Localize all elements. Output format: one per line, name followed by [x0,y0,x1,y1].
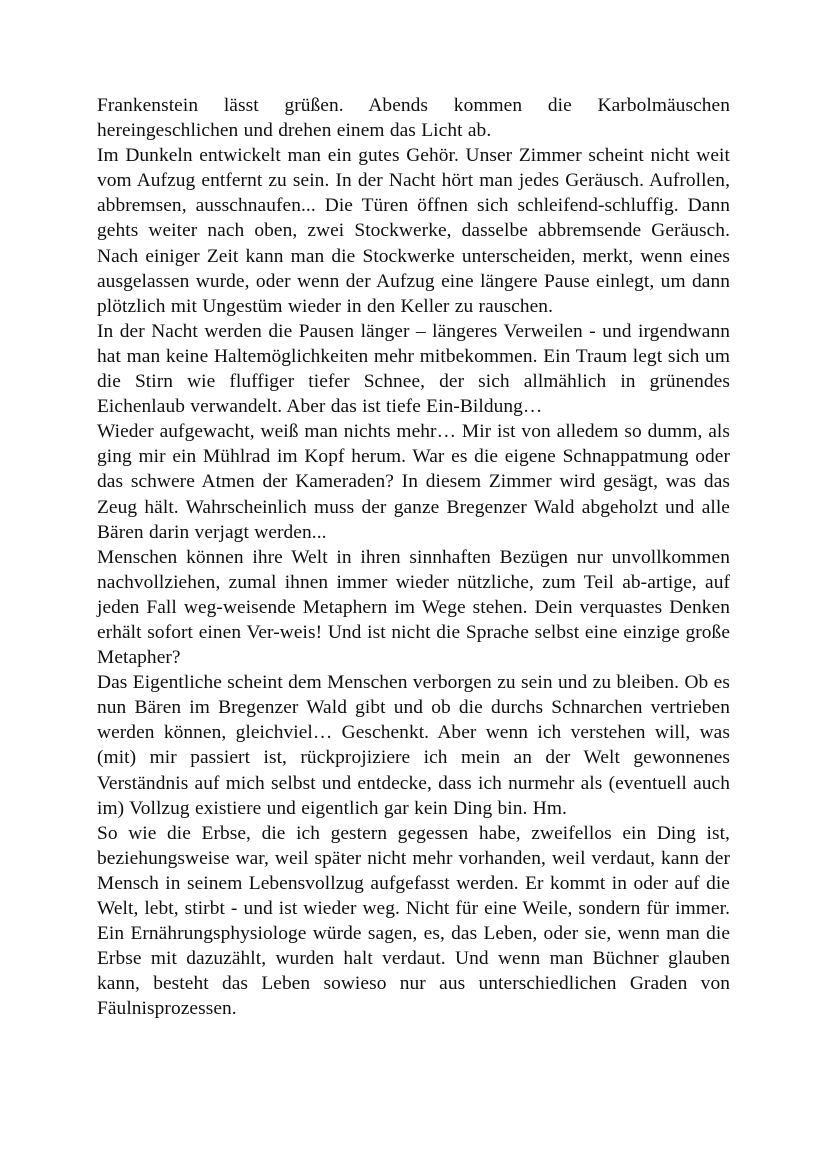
paragraph: In der Nacht werden die Pausen länger – längeres Verweilen - und irgendwann hat man keine Haltemöglichkeiten mehr mitbekommen. Ein Traum legt sich um die Stirn wie fluffiger tiefer Schnee, der sich allmählich in grünendes Eichenlaub verwandelt. Aber das ist tiefe Ein-Bildung… [97,320,730,418]
paragraph: Im Dunkeln entwickelt man ein gutes Gehör. Unser Zimmer scheint nicht weit vom Aufzug entfernt zu sein. In der Nacht hört man jedes Geräusch. Aufrollen, abbremsen, ausschnaufen... Die Türen öffnen sich schleifend-schluffig. Dann gehts weiter nach oben, zwei Stockwerke, dasselbe abbremsende Geräusch. Nach einiger Zeit kann man die Stockwerke unterscheiden, merkt, wenn eines ausgelassen wurde, oder wenn der Aufzug eine längere Pause einlegt, um dann plötzlich mit Ungestüm wieder in den Keller zu rauschen. [97,145,730,317]
paragraph: Wieder aufgewacht, weiß man nichts mehr… Mir ist von alledem so dumm, als ging mir ein Mühlrad im Kopf herum. War es die eigene Schnappatmung oder das schwere Atmen der Kameraden? In diesem Zimmer wird gesägt, was das Zeug hält. Wahrscheinlich muss der ganze Bregenzer Wald abgeholzt und alle Bären darin verjagt werden... [97,421,730,543]
paragraph: So wie die Erbse, die ich gestern gegessen habe, zweifellos ein Ding ist, beziehungsweise war, weil später nicht mehr vorhanden, weil verdaut, kann der Mensch in seinem Lebensvollzug aufgefasst werden. Er kommt in oder auf die Welt, lebt, stirbt - und ist wieder weg. Nicht für eine Weile, sondern für immer. Ein Ernährungsphysiologe würde sagen, es, das Leben, oder sie, wenn man die Erbse mit dazuzählt, wurden halt verdaut. Und wenn man Büchner glauben kann, besteht das Leben sowieso nur aus unterschiedlichen Graden von Fäulnisprozessen. [97,822,730,1020]
paragraph: Das Eigentliche scheint dem Menschen verborgen zu sein und zu bleiben. Ob es nun Bären im Bregenzer Wald gibt und ob die durchs Schnarchen vertrieben werden können, gleichviel… Geschenkt. Aber wenn ich verstehen will, was (mit) mir passiert ist, rückprojiziere ich mein an der Welt gewonnenes Verständnis auf mich selbst und entdecke, dass ich nurmehr als (eventuell auch im) Vollzug existiere und eigentlich gar kein Ding bin. Hm. [97,672,730,819]
body-text-block [97,93,730,1021]
paragraph: Menschen können ihre Welt in ihren sinnhaften Bezügen nur unvollkommen nachvollziehen, zumal ihnen immer wieder nützliche, zum Teil ab-artige, auf jeden Fall weg-weisende Metaphern im Wege stehen. Dein verquastes Denken erhält sofort einen Ver-weis! Und ist nicht die Sprache selbst eine einzige große Metapher? [97,546,730,669]
paragraph: Frankenstein lässt grüßen. Abends kommen die Karbolmäuschen hereingeschlichen und drehen einem das Licht ab. [97,95,730,142]
